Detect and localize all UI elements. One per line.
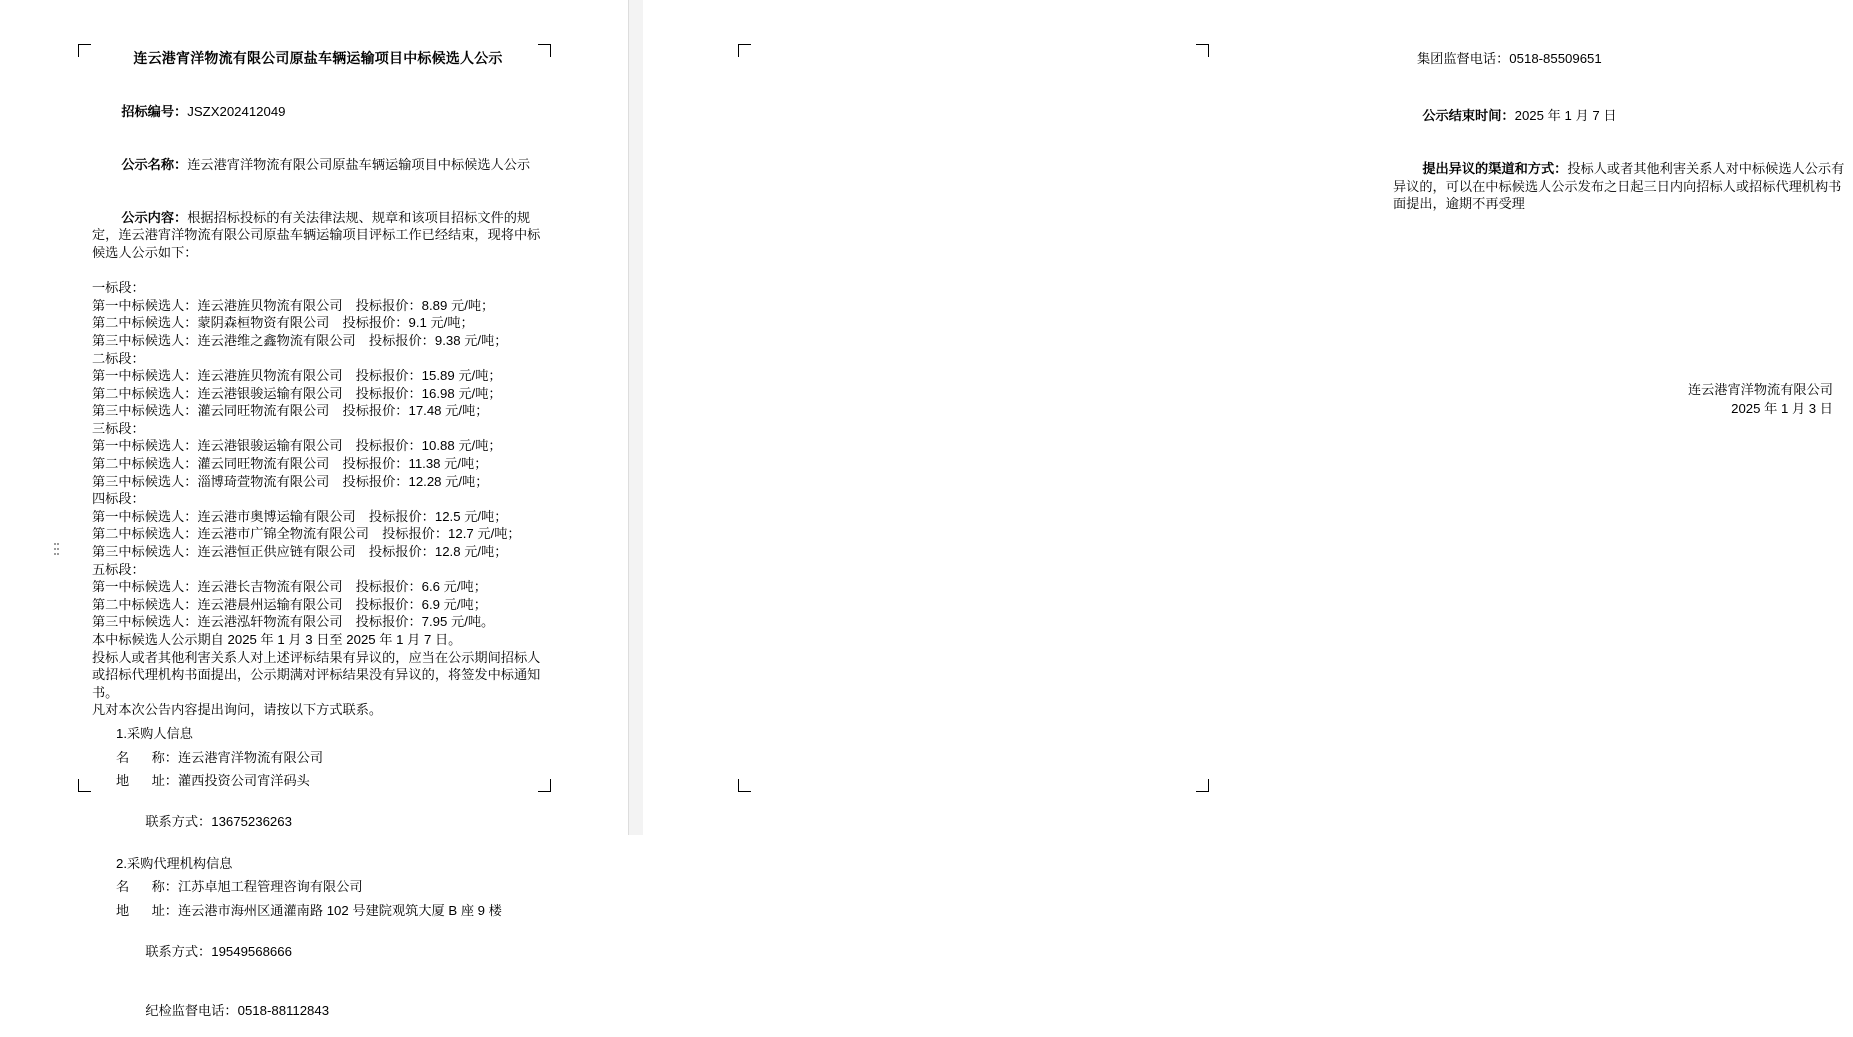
field-notice-name-label: 公示名称： <box>121 156 188 172</box>
crop-mark-top-left <box>738 44 751 57</box>
agent-name-row <box>92 878 544 896</box>
document-page-2 <box>643 0 1845 835</box>
field-notice-name <box>92 138 544 191</box>
group-supervision-phone: 集团监督电话：0518-85509651 <box>1417 51 1602 66</box>
candidate-row: 第一中标候选人：连云港长吉物流有限公司 投标报价：6.6 元/吨； <box>92 579 487 595</box>
candidate-row: 第二中标候选人：蒙阴森桓物资有限公司 投标报价：9.1 元/吨； <box>92 315 474 331</box>
section-heading: 五标段： <box>92 561 145 577</box>
buyer-address-row <box>92 772 544 790</box>
signature-date: 2025 年 1 月 3 日 <box>1731 401 1833 417</box>
objection-channel-label: 提出异议的渠道和方式： <box>1422 160 1568 176</box>
candidate-row: 第一中标候选人：连云港旌贝物流有限公司 投标报价：15.89 元/吨； <box>92 368 502 384</box>
objection-paragraph: 投标人或者其他利害关系人对上述评标结果有异议的，应当在公示期间招标人或招标代理机构书面提出，公示期满对评标结果没有异议的，将签发中标通知书。 <box>92 649 541 700</box>
objection-channel-value: 投标人或者其他利害关系人对中标候选人公示有异议的，可以在中标候选人公示发布之日起三日内向招标人或招标代理机构书面提出，逾期不再受理 <box>1393 160 1845 212</box>
page-1-content <box>92 50 544 1037</box>
end-time-row <box>1393 90 1853 143</box>
field-bid-number <box>92 86 544 139</box>
candidate-row: 第一中标候选人：连云港市奥博运输有限公司 投标报价：12.5 元/吨； <box>92 508 508 524</box>
agent-address-row <box>92 902 544 920</box>
candidate-row: 第二中标候选人：连云港银骏运输有限公司 投标报价：16.98 元/吨； <box>92 385 502 401</box>
crop-mark-bottom-left <box>78 779 91 792</box>
buyer-address-key-b: 址： <box>151 773 178 789</box>
notice-content <box>92 191 544 279</box>
page-gutter <box>628 0 644 835</box>
crop-mark-bottom-right <box>1196 779 1209 792</box>
buyer-address-key-a: 地 <box>116 773 130 789</box>
buyer-phone-label: 联系方式： <box>145 814 212 830</box>
agent-address-value: 连云港市海州区通灌南路 102 号建院观筑大厦 B 座 9 楼 <box>178 902 502 918</box>
buyer-name-key <box>92 749 178 767</box>
buyer-name-key-a: 名 <box>116 749 130 765</box>
candidate-row: 第三中标候选人：灌云同旺物流有限公司 投标报价：17.48 元/吨； <box>92 403 489 419</box>
candidate-row: 第二中标候选人：连云港市广锦全物流有限公司 投标报价：12.7 元/吨； <box>92 526 521 542</box>
agent-name-key-b: 称： <box>151 879 178 895</box>
field-notice-name-value: 连云港宵洋物流有限公司原盐车辆运输项目中标候选人公示 <box>187 156 531 172</box>
agent-info-heading: 2.采购代理机构信息 <box>116 855 233 871</box>
signature-block <box>1393 380 1853 418</box>
discipline-phone-row <box>92 984 544 1037</box>
agent-address-key-a: 地 <box>116 902 130 918</box>
section-heading: 三标段： <box>92 420 145 436</box>
agent-address-key-b: 址： <box>151 902 178 918</box>
buyer-phone-row <box>92 796 544 849</box>
notice-content-text: 根据招标投标的有关法律法规、规章和该项目招标文件的规定，连云港宵洋物流有限公司原盐车辆运输项目评标工作已经结束，现将中标候选人公示如下： <box>92 209 541 260</box>
candidate-row: 第一中标候选人：连云港银骏运输有限公司 投标报价：10.88 元/吨； <box>92 438 502 454</box>
buyer-info-heading: 1.采购人信息 <box>116 725 193 741</box>
crop-mark-bottom-left <box>738 779 751 792</box>
agent-phone-row <box>92 925 544 978</box>
section-heading: 一标段： <box>92 280 145 296</box>
agent-phone-value: 19549568666 <box>211 943 292 959</box>
field-bid-number-value: JSZX202412049 <box>187 104 286 120</box>
discipline-phone-label: 纪检监督电话： <box>145 1002 238 1018</box>
buyer-name-key-b: 称： <box>151 749 178 765</box>
page-title: 连云港宵洋物流有限公司原盐车辆运输项目中标候选人公示 <box>133 50 503 66</box>
document-page-1 <box>0 0 628 1018</box>
end-time-label: 公示结束时间： <box>1422 108 1515 124</box>
buyer-address-key <box>92 772 178 790</box>
candidate-row: 第二中标候选人：灌云同旺物流有限公司 投标报价：11.38 元/吨； <box>92 456 488 472</box>
section-heading: 四标段： <box>92 491 145 507</box>
candidate-row: 第三中标候选人：淄博琦萱物流有限公司 投标报价：12.28 元/吨； <box>92 473 489 489</box>
buyer-address-value: 灌西投资公司宵洋码头 <box>178 773 310 789</box>
agent-address-key <box>92 902 178 920</box>
crop-mark-top-left <box>78 44 91 57</box>
crop-mark-top-right <box>1196 44 1209 57</box>
buyer-phone-value: 13675236263 <box>211 814 292 830</box>
buyer-name-row <box>92 749 544 767</box>
candidate-row: 第三中标候选人：连云港恒正供应链有限公司 投标报价：12.8 元/吨； <box>92 544 508 560</box>
candidate-row: 第三中标候选人：连云港维之鑫物流有限公司 投标报价：9.38 元/吨； <box>92 332 508 348</box>
end-time-value: 2025 年 1 月 7 日 <box>1514 108 1617 124</box>
agent-phone-label: 联系方式： <box>145 943 212 959</box>
contact-intro: 凡对本次公告内容提出询问，请按以下方式联系。 <box>92 702 383 718</box>
discipline-phone-value: 0518-88112843 <box>237 1002 330 1018</box>
publicity-period: 本中标候选人公示期自 2025 年 1 月 3 日至 2025 年 1 月 7 日。 <box>92 632 462 647</box>
paragraph-drag-handle[interactable] <box>54 543 59 559</box>
signature-organization: 连云港宵洋物流有限公司 <box>1687 382 1833 398</box>
candidate-row: 第三中标候选人：连云港泓轩物流有限公司 投标报价：7.95 元/吨。 <box>92 614 495 630</box>
objection-channel-row <box>1393 142 1853 230</box>
field-bid-number-label: 招标编号： <box>121 104 188 120</box>
section-heading: 二标段： <box>92 350 145 366</box>
agent-name-key <box>92 878 178 896</box>
notice-content-label: 公示内容： <box>121 209 188 225</box>
candidate-row: 第二中标候选人：连云港晨州运输有限公司 投标报价：6.9 元/吨； <box>92 596 487 612</box>
agent-name-value: 江苏卓旭工程管理咨询有限公司 <box>178 879 363 895</box>
buyer-name-value: 连云港宵洋物流有限公司 <box>178 749 324 765</box>
page-2-content <box>1393 50 1853 418</box>
agent-name-key-a: 名 <box>116 879 130 895</box>
candidate-row: 第一中标候选人：连云港旌贝物流有限公司 投标报价：8.89 元/吨； <box>92 297 495 313</box>
